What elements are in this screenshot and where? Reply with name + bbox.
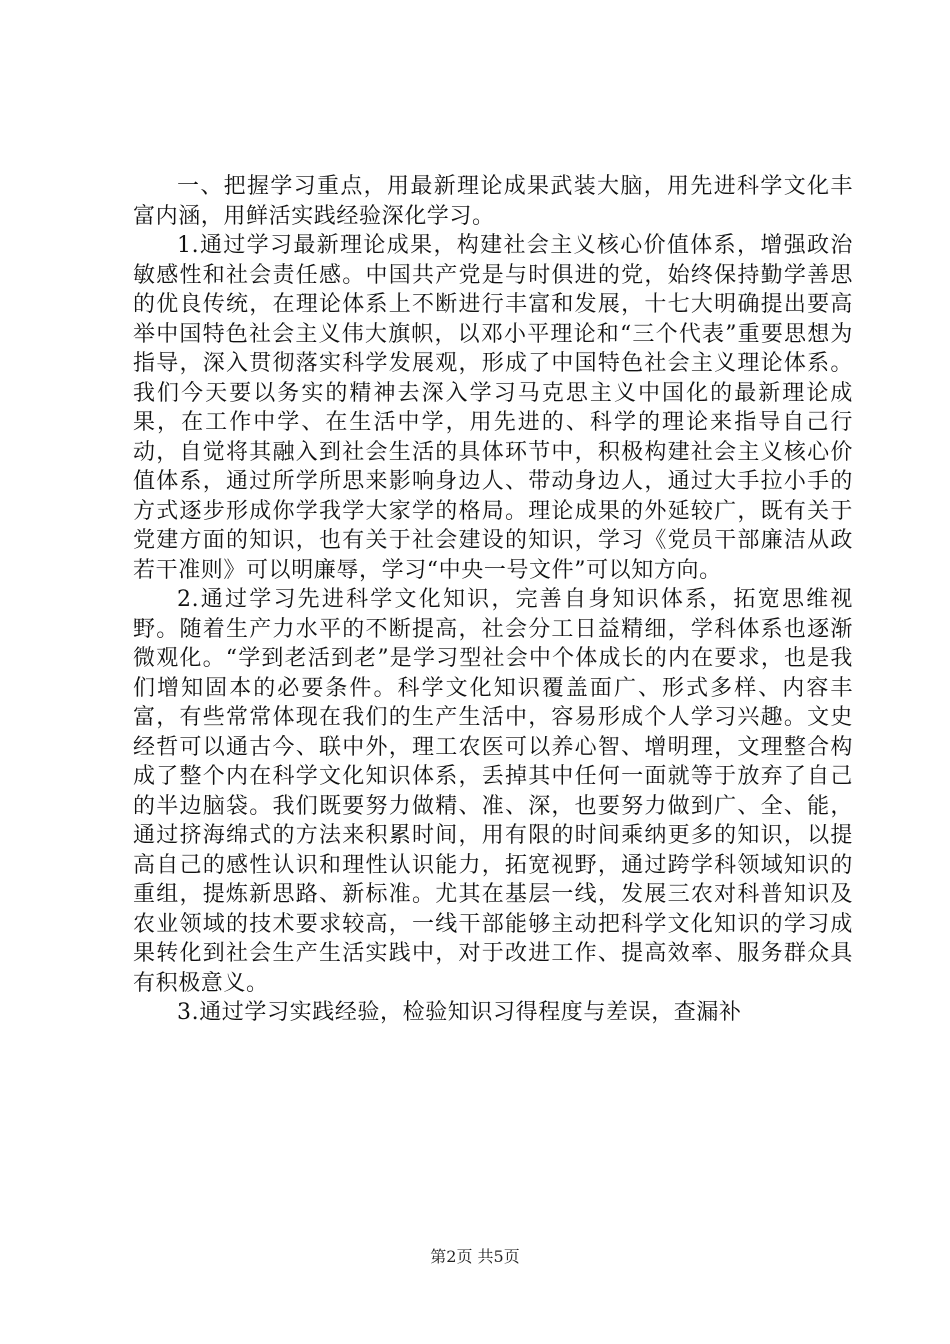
document-body (133, 172, 853, 1028)
paragraph-item-3: 3.通过学习实践经验，检验知识习得程度与差误，查漏补 (177, 1000, 742, 1025)
paragraph-item-2: 2.通过学习先进科学文化知识，完善自身知识体系，拓宽思维视野。随着生产力水平的不断提高，社会分工日益精细，学科体系也逐渐微观化。“学到老活到老”是学习型社会中个体成长的内在要求，也是我们增知固本的必要条件。科学文化知识覆盖面广、形式多样、内容丰富，有些常常体现在我们的生产生活中，容易形成个人学习兴趣。文史经哲可以通古今、联中外，理工农医可以养心智、增明理，文理整合构成了整个内在科学文化知识体系，丢掉其中任何一面就等于放弃了自己的半边脑袋。我们既要努力做精、准、深，也要努力做到广、全、能，通过挤海绵式的方法来积累时间，用有限的时间乘纳更多的知识，以提高自己的感性认识和理性认识能力，拓宽视野，通过跨学科领域知识的重组，提炼新思路、新标准。尤其在基层一线，发展三农对科普知识及农业领域的技术要求较高，一线干部能够主动把科学文化知识的学习成果转化到社会生产生活实践中，对于改进工作、提高效率、服务群众具有积极意义。 (133, 587, 853, 996)
paragraph-item-1: 1.通过学习最新理论成果，构建社会主义核心价值体系，增强政治敏感性和社会责任感。中国共产党是与时俱进的党，始终保持勤学善思的优良传统，在理论体系上不断进行丰富和发展，十七大明确提出要高举中国特色社会主义伟大旗帜，以邓小平理论和“三个代表”重要思想为指导，深入贯彻落实科学发展观，形成了中国特色社会主义理论体系。我们今天要以务实的精神去深入学习马克思主义中国化的最新理论成果，在工作中学、在生活中学，用先进的、科学的理论来指导自己行动，自觉将其融入到社会生活的具体环节中，积极构建社会主义核心价值体系，通过所学所思来影响身边人、带动身边人，通过大手拉小手的方式逐步形成你学我学大家学的格局。理论成果的外延较广，既有关于党建方面的知识，也有关于社会建设的知识，学习《党员干部廉洁从政若干准则》可以明廉辱，学习“中央一号文件”可以知方向。 (133, 233, 853, 583)
page-footer (0, 1244, 950, 1267)
page-number-label: 第2页 共5页 (430, 1247, 520, 1266)
paragraph-section-heading: 一、把握学习重点，用最新理论成果武装大脑，用先进科学文化丰富内涵，用鲜活实践经验深化学习。 (133, 174, 853, 229)
